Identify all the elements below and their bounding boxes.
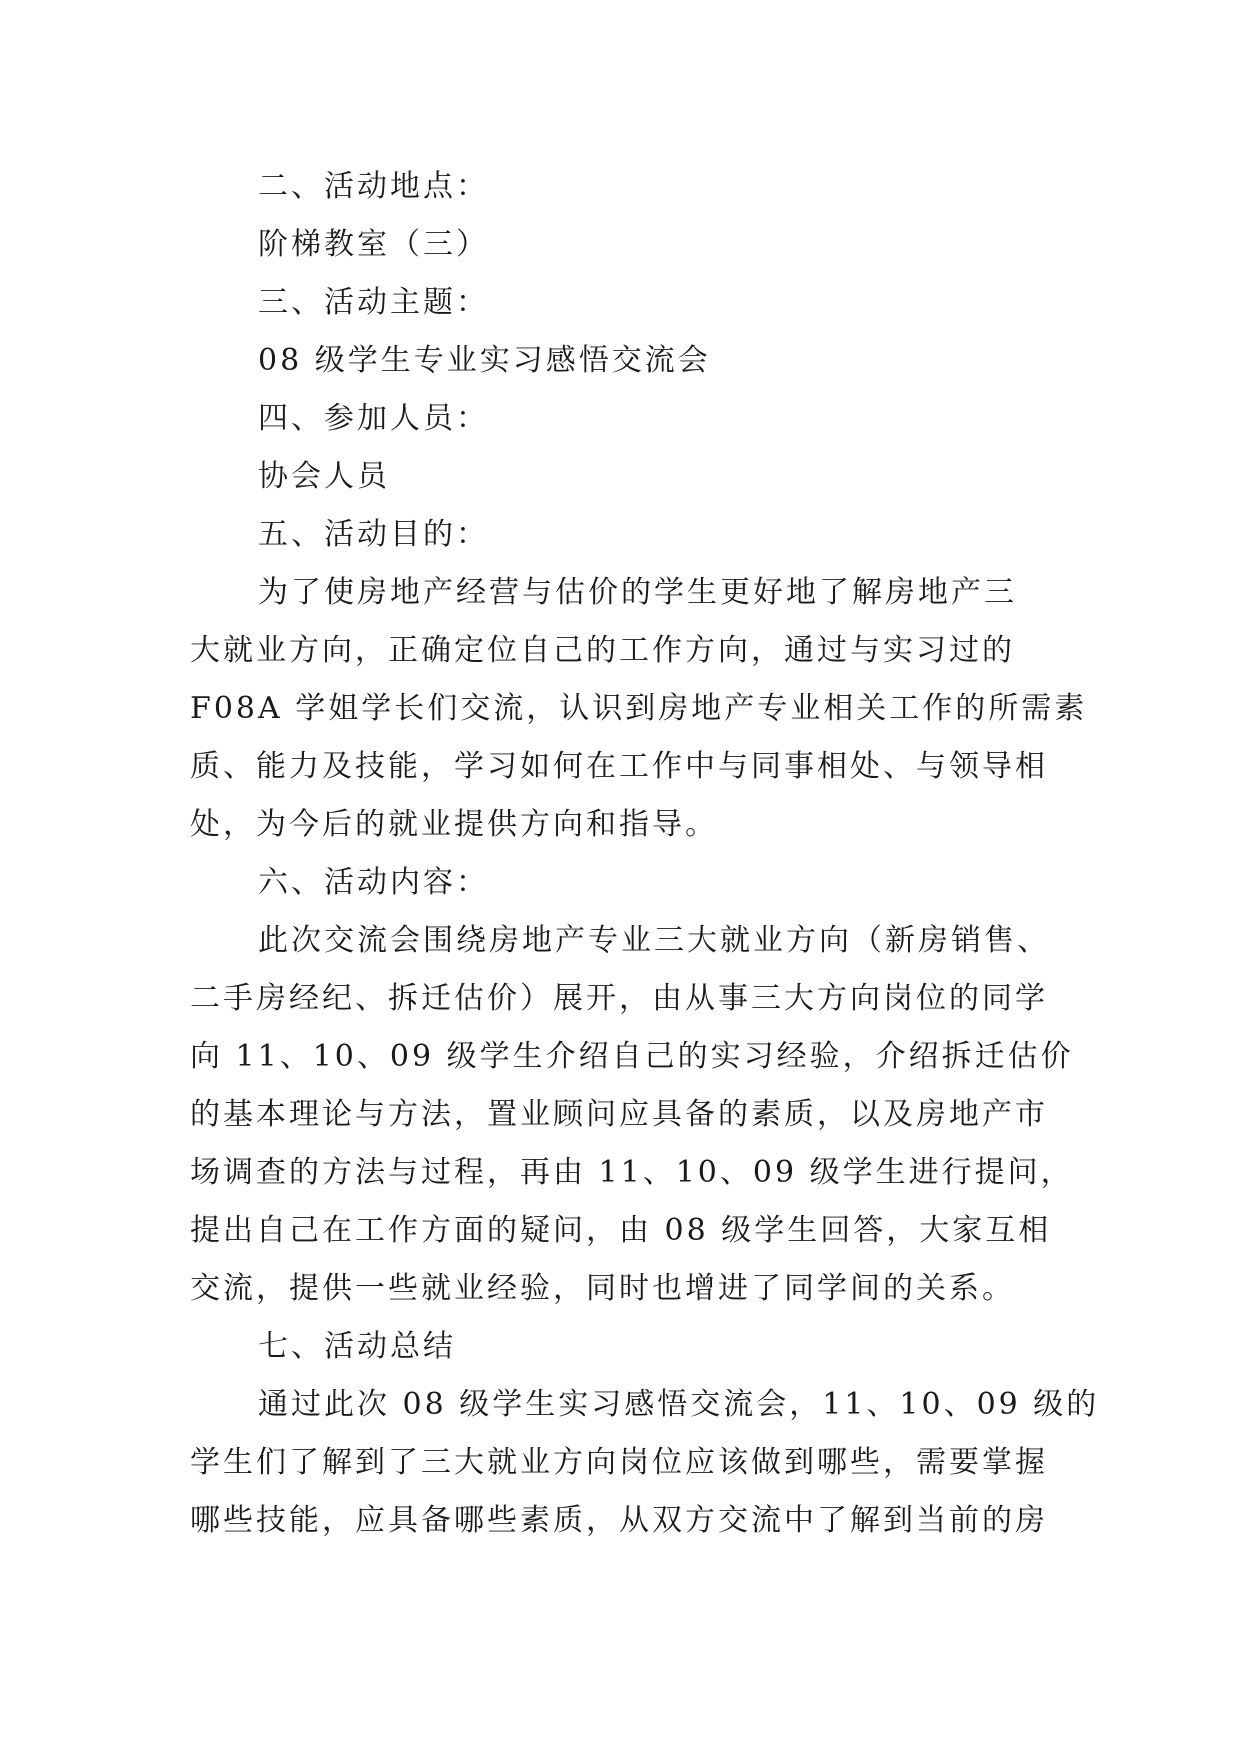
content-line: 此次交流会围绕房地产专业三大就业方向（新房销售、: [258, 923, 1050, 958]
content-line: 交流，提供一些就业经验，同时也增进了同学间的关系。: [190, 1271, 1015, 1306]
purpose-line: 处，为今后的就业提供方向和指导。: [190, 807, 718, 842]
section-heading-location: 二、活动地点：: [258, 169, 489, 204]
section-body-location: 阶梯教室（三）: [258, 227, 489, 262]
content-line: 二手房经纪、拆迁估价）展开，由从事三大方向岗位的同学: [190, 981, 1048, 1016]
section-heading-purpose: 五、活动目的：: [258, 517, 489, 552]
section-body-theme: 08 级学生专业实习感悟交流会: [258, 343, 711, 378]
section-heading-theme: 三、活动主题：: [258, 285, 489, 320]
content-line: 向 11、10、09 级学生介绍自己的实习经验，介绍拆迁估价: [190, 1039, 1074, 1074]
purpose-line: 质、能力及技能，学习如何在工作中与同事相处、与领导相: [190, 749, 1048, 784]
purpose-line: F08A 学姐学长们交流，认识到房地产专业相关工作的所需素: [190, 691, 1088, 726]
section-heading-participants: 四、参加人员：: [258, 401, 489, 436]
content-line: 提出自己在工作方面的疑问，由 08 级学生回答，大家互相: [190, 1213, 1052, 1248]
section-heading-summary: 七、活动总结: [258, 1329, 456, 1364]
summary-line: 学生们了解到了三大就业方向岗位应该做到哪些，需要掌握: [190, 1445, 1048, 1480]
summary-line: 通过此次 08 级学生实习感悟交流会，11、10、09 级的: [258, 1387, 1100, 1422]
content-line: 的基本理论与方法，置业顾问应具备的素质，以及房地产市: [190, 1097, 1048, 1132]
purpose-line: 大就业方向，正确定位自己的工作方向，通过与实习过的: [190, 633, 1015, 668]
purpose-line: 为了使房地产经营与估价的学生更好地了解房地产三: [258, 575, 1017, 610]
summary-line: 哪些技能，应具备哪些素质，从双方交流中了解到当前的房: [190, 1503, 1048, 1538]
document-content: [190, 158, 1100, 1550]
section-body-participants: 协会人员: [258, 459, 390, 494]
content-line: 场调查的方法与过程，再由 11、10、09 级学生进行提问，: [190, 1155, 1074, 1190]
section-heading-content: 六、活动内容：: [258, 865, 489, 900]
